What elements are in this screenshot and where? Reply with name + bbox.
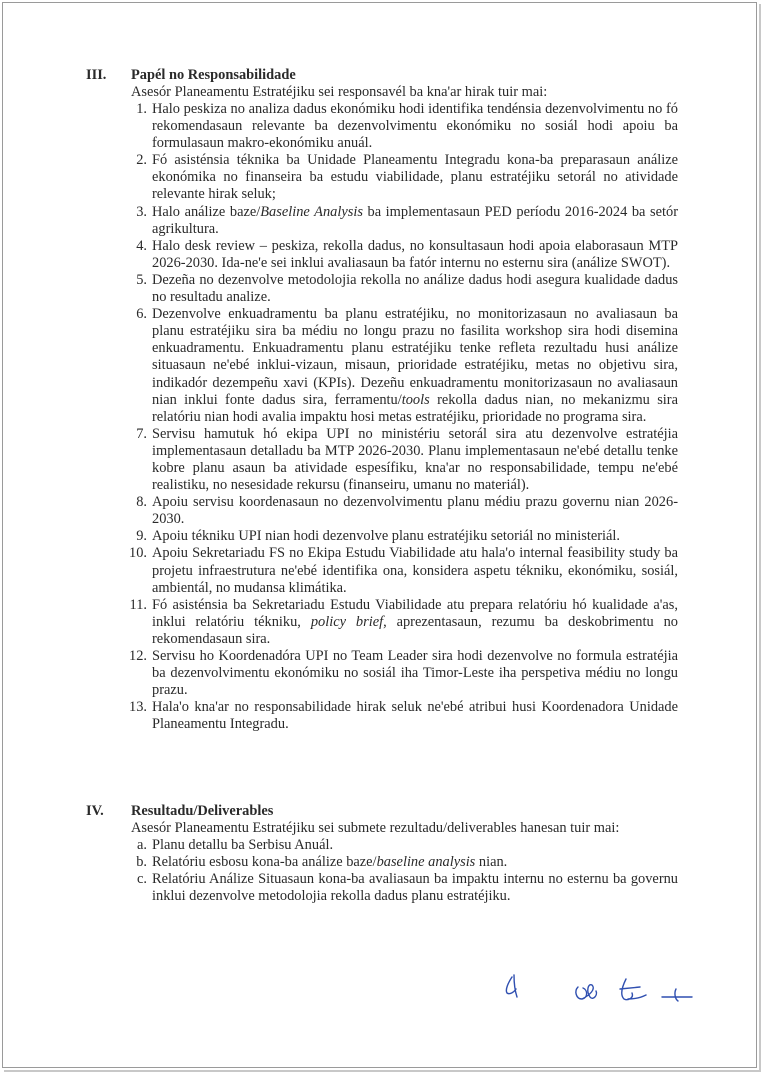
list-item-number: 12. <box>129 648 147 664</box>
list-item-number: c. <box>137 871 147 888</box>
list-item-text: Planu detallu ba Serbisu Anuál. <box>152 837 334 853</box>
list-item <box>0 426 678 494</box>
list-item-number: b. <box>136 854 147 871</box>
list-item-text-part: Dezenvolve enkuadramentu ba planu estratéjiku, no monitorizasaun no avaliasaun ba planu estratéjiku sira ba médiu no longu prazu no fasilita workshop sira hodi disemina enkuadramentu. Enkuadramentu planu estratéjiku tenke refleta rezultadu husi análize situasaun ne'ebé inklui-vizaun, misaun, prioridade estratéjiku, metas no objetivu sira, indikadór dezempeñu xavi (KPIs). Dezeñu enkuadramentu monitorizasaun no avaliasaun nian inklui fonte dadus sira, ferramentu/ <box>152 306 678 408</box>
list-item-number: 13. <box>129 699 147 716</box>
list-item-number: 5. <box>136 271 147 288</box>
list-item <box>0 545 678 596</box>
list-item-text <box>152 854 678 871</box>
list-item-emphasis: Baseline Analysis <box>260 203 363 220</box>
list-item-emphasis: baseline analysis <box>376 854 476 871</box>
roles-list <box>0 101 678 733</box>
list-item <box>0 152 678 203</box>
list-item-number: a. <box>137 837 147 853</box>
list-item-text-part: Fó asisténsia ba Sekretariadu Estudu Viabilidade atu prepara relatóriu hó kualidade a'as, inklui relatóriu tékniku, <box>152 596 678 630</box>
deliverables-list <box>0 837 678 905</box>
list-item-text: Apoiu tékniku UPI nian hodi dezenvolve planu estratéjiku setoriál no ministeriál. <box>152 528 620 545</box>
section-number: IV. <box>86 803 104 819</box>
list-item-number: 2. <box>136 152 147 169</box>
list-item <box>0 306 678 426</box>
list-item-text-part: Halo análize baze/ <box>152 203 261 220</box>
list-item-text-part: ba implementasaun PED períodu 2016-2024 ba setór agrikultura. <box>152 203 679 237</box>
list-item-text <box>152 204 678 238</box>
list-item-text: Apoiu Sekretariadu FS no Ekipa Estudu Viabilidade atu hala'o internal feasibility study ba projetu infraestrutura ne'ebé identifika ona, konsidera aspetu tékniku, ekonómiku, sosiál, ambientál, no mudansa klimátika. <box>152 545 678 596</box>
list-item-number: 7. <box>136 425 147 442</box>
list-item <box>0 101 678 152</box>
list-item-number: 9. <box>136 528 147 545</box>
list-item-text: Servisu ho Koordenadóra UPI no Team Leader sira hodi dezenvolve no formula estratéjia ba dezenvolvimentu ekonómiku no sosiál iha Timor-Leste iha perspetiva médiu no longu prazu. <box>152 648 678 699</box>
list-item-text-part: , aprezentasaun, rezumu ba deskobrimentu no rekomendasaun sira. <box>152 613 678 647</box>
list-item <box>0 699 678 733</box>
list-item-text <box>152 597 678 648</box>
list-item-text-part: nian. <box>475 854 508 871</box>
list-item-text-part: rekolla dadus nian, no mekanizmu sira relatóriu nian hodi avalia impaktu hosi metas estratéjiku, prioridade no programa sira. <box>152 391 678 425</box>
list-item <box>0 837 678 854</box>
list-item <box>0 238 678 272</box>
signature-initials <box>500 965 710 1015</box>
section-intro: Asesór Planeamentu Estratéjiku sei submete rezultadu/deliverables hanesan tuir mai: <box>131 820 620 836</box>
list-item-text: Dezeña no dezenvolve metodolojia rekolla no análize dadus hodi asegura kualidade dadus no resultadu analize. <box>152 271 678 306</box>
section-number: III. <box>86 67 107 83</box>
list-item-number: 4. <box>136 237 147 254</box>
list-item <box>0 871 678 905</box>
section-title: Papél no Responsabilidade <box>131 67 296 83</box>
list-item-text: Fó asisténsia téknika ba Unidade Planeamentu Integradu kona-ba preparasaun análize ekonómika no finanseira ba estudu viabilidade, planu estratéjiku setorál no atividade relevante hirak seluk; <box>152 152 678 203</box>
list-item-text-part: Relatóriu esbosu kona-ba análize baze/ <box>152 854 377 871</box>
list-item-text: Apoiu servisu koordenasaun no dezenvolvimentu planu médiu prazu governu nian 2026-2030. <box>152 494 678 528</box>
list-item-number: 3. <box>136 203 147 220</box>
list-item <box>0 494 678 528</box>
section-intro: Asesór Planeamentu Estratéjiku sei responsavél ba kna'ar hirak tuir mai: <box>131 84 548 100</box>
list-item <box>0 648 678 699</box>
list-item <box>0 854 678 871</box>
list-item <box>0 528 678 545</box>
list-item-emphasis: policy brief <box>310 613 384 630</box>
list-item-text <box>152 306 678 426</box>
list-item-text: Hala'o kna'ar no responsabilidade hirak seluk ne'ebé atribui husi Koordenadora Unidade Planeamentu Integradu. <box>152 699 678 733</box>
list-item <box>0 597 678 648</box>
list-item-number: 6. <box>136 306 147 323</box>
list-item-number: 1. <box>136 101 147 117</box>
list-item <box>0 204 678 238</box>
list-item-number: 10. <box>129 545 147 562</box>
list-item-emphasis: tools <box>401 391 430 408</box>
list-item-text: Halo peskiza no analiza dadus ekonómiku hodi identifika tendénsia dezenvolvimentu no fó rekomendasaun relevante ba dezenvolvimentu ekonómiku no sosiál hodi apoiu ba formulasaun makro-ekonómiku anuál. <box>152 101 678 152</box>
list-item-text: Halo desk review – peskiza, rekolla dadus, no konsultasaun hodi apoia elaborasaun MTP 2026-2030. Ida-ne'e sei inklui avaliasaun ba fatór internu no esternu sira (análize SWOT). <box>152 237 678 271</box>
section-title: Resultadu/Deliverables <box>131 803 274 819</box>
list-item-number: 8. <box>136 494 147 511</box>
list-item-text: Relatóriu Análize Situasaun kona-ba avaliasaun ba impaktu internu no esternu ba governu inklui dezenvolve metodolojia rekolla dadus planu estratéjiku. <box>152 871 678 905</box>
list-item <box>0 272 678 306</box>
list-item-text: Servisu hamutuk hó ekipa UPI no ministériu setorál sira atu dezenvolve estratéjia implementasaun detalladu ba MTP 2026-2030. Planu implementasaun ne'ebé detallu tenke kobre planu asaun ba atividade espesífiku, kna'ar no responsabilidade, tempu ne'ebé realistiku, no nesesidade rekursu (finanseiru, umanu no materiál). <box>152 425 678 494</box>
list-item-number: 11. <box>129 596 147 613</box>
